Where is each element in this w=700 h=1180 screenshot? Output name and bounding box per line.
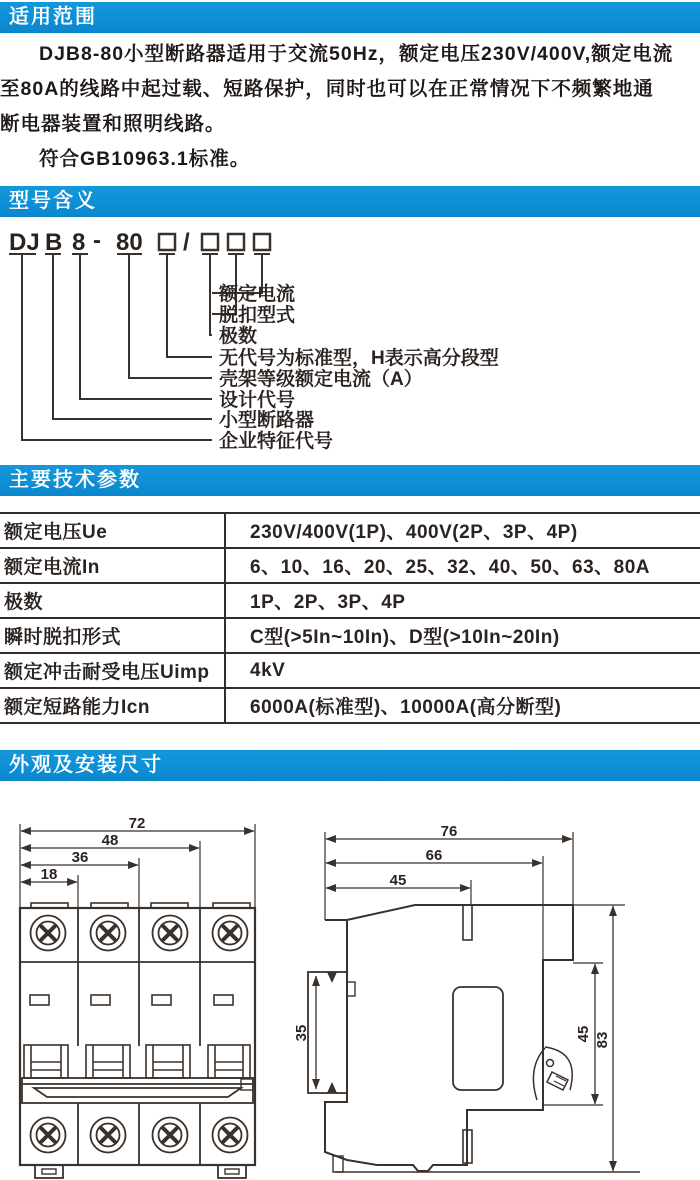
- section-title-model: 型号含义: [0, 186, 700, 217]
- terminal-block: [24, 1045, 250, 1078]
- model-label: 额定电流: [219, 284, 296, 305]
- dim-label: 72: [128, 815, 146, 832]
- model-segment: 80: [116, 229, 143, 256]
- param-label: 额定电流In: [0, 549, 226, 582]
- model-label: 极数: [219, 326, 258, 347]
- dim-label: 48: [101, 832, 119, 849]
- parameters-table: [0, 512, 700, 724]
- scope-line: DJB8-80小型断路器适用于交流50Hz，额定电压230V/400V,额定电流: [39, 43, 674, 65]
- param-label: 额定电压Ue: [0, 514, 226, 547]
- param-value: 4kV: [250, 659, 286, 681]
- dim-label: 76: [440, 823, 458, 840]
- model-code-box: [228, 234, 244, 250]
- param-value: 6、10、16、20、25、32、40、50、63、80A: [250, 557, 650, 578]
- model-meaning-diagram: [0, 222, 700, 467]
- scope-line: 断电器装置和照明线路。: [0, 113, 226, 135]
- param-label: 瞬时脱扣形式: [0, 619, 226, 652]
- table-row: [0, 689, 700, 724]
- toggle-lever: [533, 1047, 572, 1100]
- dim-label: 45: [389, 872, 407, 889]
- dim-label: 45: [575, 1025, 592, 1043]
- model-slash: /: [183, 229, 190, 256]
- model-label: 小型断路器: [219, 410, 315, 431]
- table-row: [0, 514, 700, 549]
- din-clip: [35, 1165, 246, 1178]
- table-row: [0, 619, 700, 654]
- model-label: 无代号为标准型，H表示高分段型: [219, 348, 499, 369]
- model-label: 设计代号: [219, 390, 296, 411]
- model-connector: [129, 254, 212, 378]
- scope-note: 符合GB10963.1标准。: [39, 148, 251, 170]
- model-label: 企业特征代号: [219, 431, 334, 452]
- model-code-box: [159, 234, 175, 250]
- table-row: [0, 654, 700, 689]
- table-row: [0, 549, 700, 584]
- param-label: 额定冲击耐受电压Uimp: [0, 654, 226, 687]
- dimension-drawings: [0, 815, 700, 1180]
- model-connector: [53, 254, 212, 419]
- section-title-scope: 适用范围: [0, 2, 700, 33]
- param-value: C型(>5In~10In)、D型(>10In~20In): [250, 627, 560, 648]
- model-segment: -: [93, 227, 101, 254]
- model-connector: [210, 254, 212, 335]
- param-value: 1P、2P、3P、4P: [250, 592, 406, 613]
- param-label: 极数: [0, 584, 226, 617]
- dim-label: 36: [71, 849, 89, 866]
- param-value: 6000A(标准型)、10000A(高分断型): [250, 697, 562, 718]
- section-title-params: 主要技术参数: [0, 465, 700, 496]
- table-row: [0, 584, 700, 619]
- model-segment: B: [45, 229, 63, 256]
- scope-paragraph: [0, 37, 700, 177]
- model-code-box: [202, 234, 218, 250]
- model-segment: 8: [72, 229, 86, 256]
- scope-line: 至80A的线路中起过载、短路保护，同时也可以在正常情况下不频繁地通: [0, 78, 654, 100]
- param-value: 230V/400V(1P)、400V(2P、3P、4P): [250, 522, 578, 543]
- dim-label: 18: [40, 866, 58, 883]
- dim-label: 35: [293, 1024, 310, 1042]
- model-connector: [22, 254, 212, 440]
- side-view-drawing: [308, 832, 640, 1172]
- handle-bar: [22, 1078, 253, 1103]
- section-title-dimensions: 外观及安装尺寸: [0, 750, 700, 781]
- param-label: 额定短路能力Icn: [0, 689, 226, 722]
- model-code-box: [254, 234, 270, 250]
- dim-label: 66: [425, 847, 443, 864]
- model-label: 脱扣型式: [219, 305, 296, 326]
- model-connector: [167, 254, 212, 357]
- dim-label: 83: [594, 1031, 611, 1049]
- model-label: 壳架等级额定电流（A）: [219, 369, 423, 390]
- model-segment: DJ: [9, 229, 40, 256]
